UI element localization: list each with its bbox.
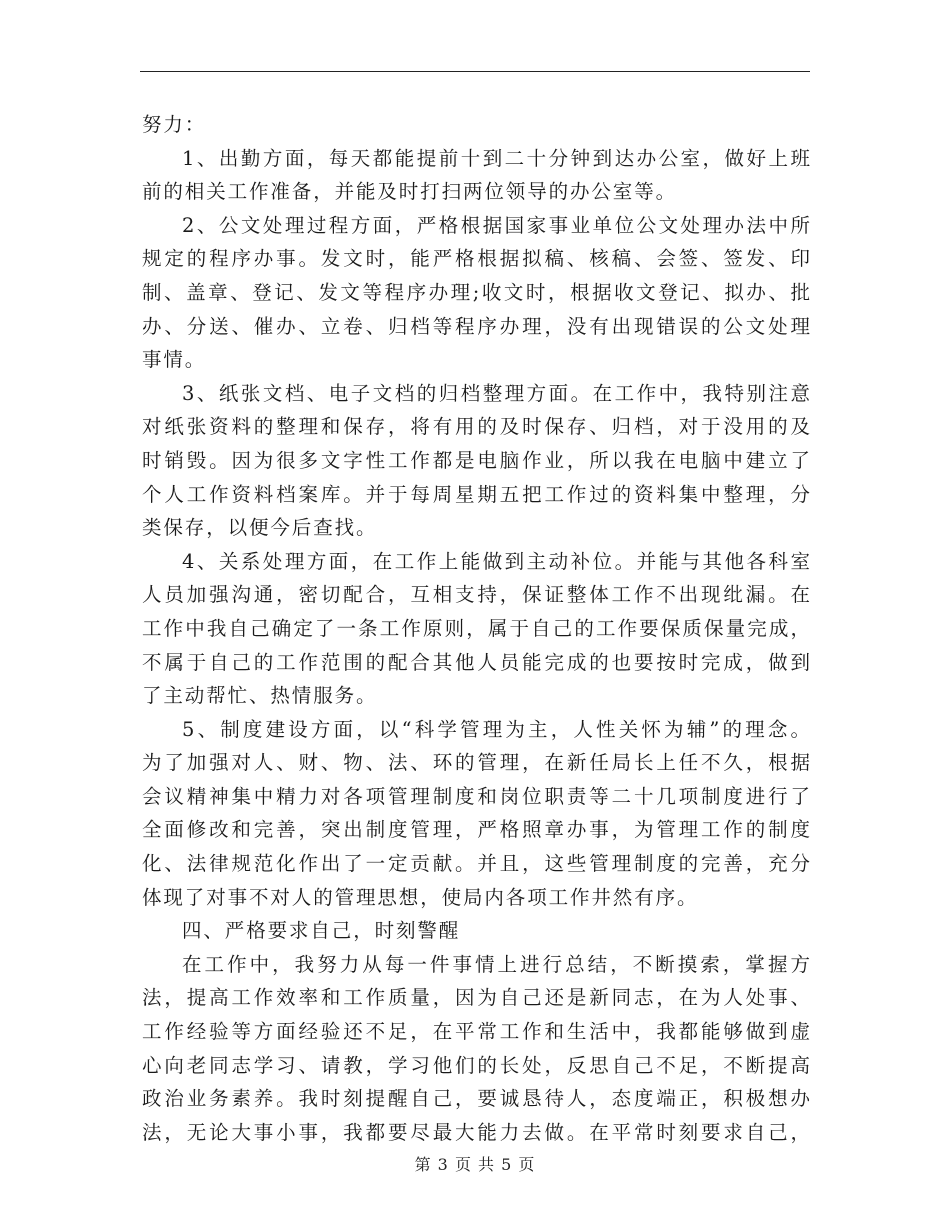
text-line: 5、制度建设方面，以“科学管理为主，人性关怀为辅”的理念。	[182, 717, 810, 741]
text-line: 办、分送、催办、立卷、归档等程序办理，没有出现错误的公文处理	[142, 314, 810, 338]
text-line: 人员加强沟通，密切配合，互相支持，保证整体工作不出现纰漏。在	[142, 583, 810, 607]
text-line: 工作经验等方面经验还不足，在平常工作和生活中，我都能够做到虚	[142, 1020, 810, 1044]
text-line: 为了加强对人、财、物、法、环的管理，在新任局长上任不久，根据	[142, 751, 810, 775]
text-line: 1、出勤方面，每天都能提前十到二十分钟到达办公室，做好上班	[182, 146, 810, 170]
text-line: 4、关系处理方面，在工作上能做到主动补位。并能与其他各科室	[182, 549, 810, 573]
text-line: 心向老同志学习、请教，学习他们的长处，反思自己不足，不断提高	[142, 1053, 810, 1077]
text-line: 时销毁。因为很多文字性工作都是电脑作业，所以我在电脑中建立了	[142, 448, 810, 472]
text-line: 化、法律规范化作出了一定贡献。并且，这些管理制度的完善，充分	[142, 852, 810, 876]
text-line: 法，无论大事小事，我都要尽最大能力去做。在平常时刻要求自己，	[142, 1120, 810, 1144]
text-line: 全面修改和完善，突出制度管理，严格照章办事，为管理工作的制度	[142, 818, 810, 842]
page-footer: 第 3 页 共 5 页	[414, 1155, 536, 1174]
text-line: 类保存，以便今后查找。	[142, 516, 378, 540]
text-line: 努力：	[142, 113, 207, 136]
text-line: 对纸张资料的整理和保存，将有用的及时保存、归档，对于没用的及	[142, 415, 810, 439]
text-line: 会议精神集中精力对各项管理制度和岗位职责等二十几项制度进行了	[142, 784, 810, 808]
document-body	[142, 108, 810, 1149]
text-line: 体现了对事不对人的管理思想，使局内各项工作井然有序。	[142, 885, 699, 909]
text-line: 3、纸张文档、电子文档的归档整理方面。在工作中，我特别注意	[182, 381, 810, 405]
text-line: 个人工作资料档案库。并于每周星期五把工作过的资料集中整理，分	[142, 482, 810, 506]
text-line: 事情。	[142, 348, 207, 372]
text-line: 了主动帮忙、热情服务。	[142, 684, 378, 708]
text-line: 2、公文处理过程方面，严格根据国家事业单位公文处理办法中所	[182, 213, 810, 237]
header-rule	[140, 71, 810, 72]
text-line: 政治业务素养。我时刻提醒自己，要诚恳待人，态度端正，积极想办	[142, 1087, 810, 1111]
text-line: 制、盖章、登记、发文等程序办理;收文时，根据收文登记、拟办、批	[142, 280, 810, 304]
text-line: 规定的程序办事。发文时，能严格根据拟稿、核稿、会签、签发、印	[142, 247, 810, 271]
text-line: 不属于自己的工作范围的配合其他人员能完成的也要按时完成，做到	[142, 650, 810, 674]
text-line: 前的相关工作准备，并能及时打扫两位领导的办公室等。	[142, 180, 678, 204]
text-line: 法，提高工作效率和工作质量，因为自己还是新同志，在为人处事、	[142, 986, 810, 1010]
text-line: 四、严格要求自己，时刻警醒	[182, 919, 461, 943]
text-line: 工作中我自己确定了一条工作原则，属于自己的工作要保质保量完成，	[142, 616, 810, 640]
text-line: 在工作中，我努力从每一件事情上进行总结，不断摸索，掌握方	[182, 952, 810, 976]
